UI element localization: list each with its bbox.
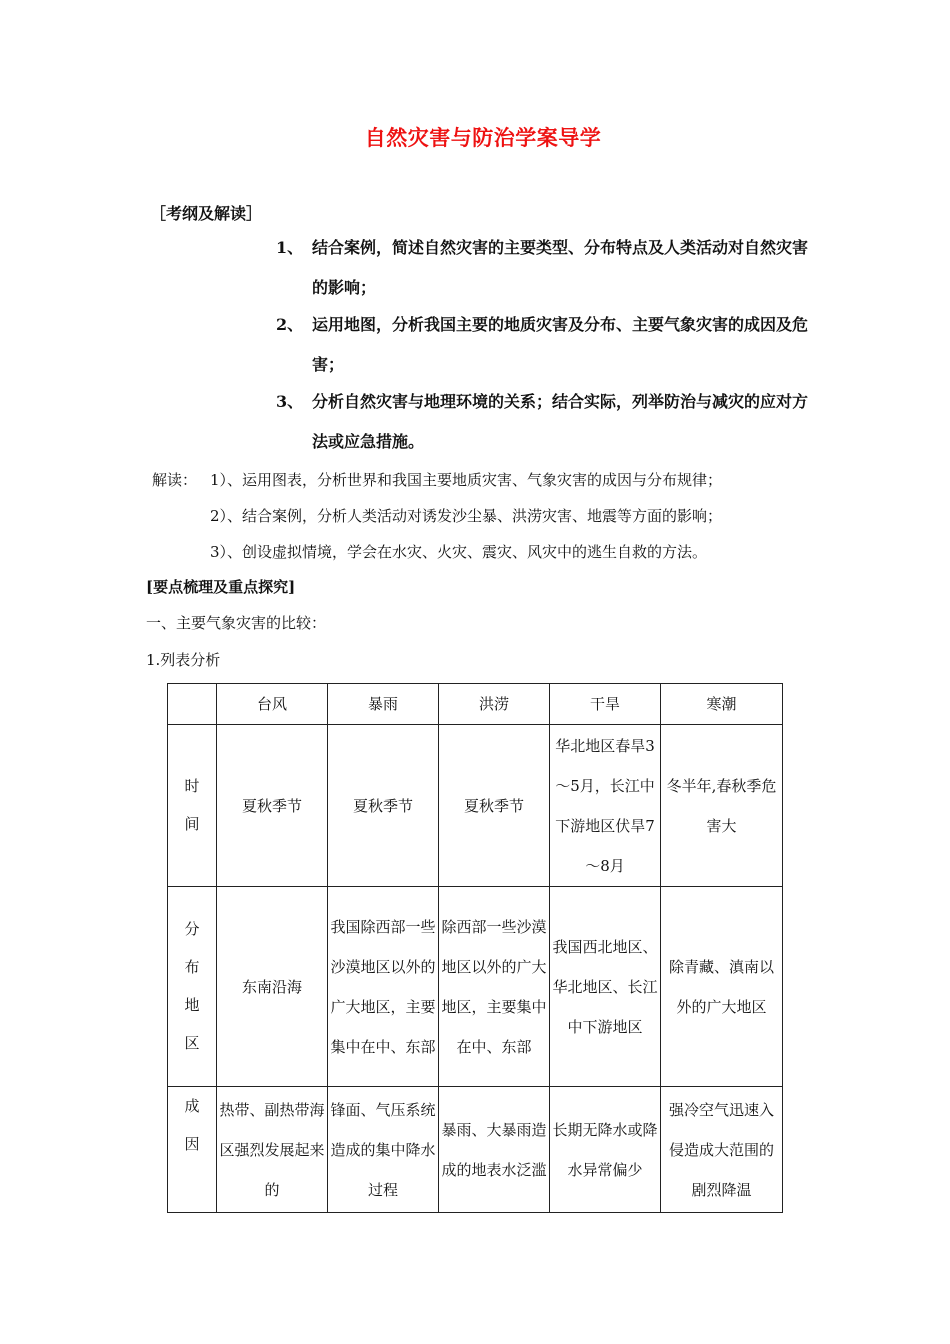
table-cell: 夏秋季节 [328, 725, 439, 887]
subsection-title: 一、主要气象灾害的比较： [146, 614, 327, 632]
table-cell: 华北地区春旱3～5月，长江中下游地区伏旱7～8月 [550, 725, 661, 887]
table-header-cell: 寒潮 [661, 684, 783, 725]
table-header-cell: 台风 [217, 684, 328, 725]
objective-text: 结合案例，简述自然灾害的主要类型、分布特点及人类活动对自然灾害的影响； [312, 238, 809, 297]
table-header-cell: 暴雨 [328, 684, 439, 725]
syllabus-heading: ［考纲及解读］ [150, 204, 263, 223]
table-cell: 我国西北地区、华北地区、长江中下游地区 [550, 887, 661, 1087]
interpretation-1: 1）、运用图表，分析世界和我国主要地质灾害、气象灾害的成因与分布规律； [210, 471, 723, 489]
table-cell: 我国除西部一些沙漠地区以外的广大地区，主要集中在中、东部 [328, 887, 439, 1087]
objective-number: 3、 [276, 392, 304, 411]
row-label: 成因 [184, 1097, 200, 1153]
objective-number: 2、 [276, 315, 304, 334]
row-label-cell [168, 887, 217, 1087]
table-cell: 热带、副热带海区强烈发展起来的 [217, 1087, 328, 1213]
objective-1 [276, 228, 816, 308]
table-row [168, 887, 783, 1087]
subsection-subtitle: 1.列表分析 [146, 651, 221, 669]
table-cell: 夏秋季节 [439, 725, 550, 887]
key-points-heading: [要点梳理及重点探究] [146, 578, 296, 596]
table-cell: 除青藏、滇南以外的广大地区 [661, 887, 783, 1087]
table-cell: 强冷空气迅速入侵造成大范围的剧烈降温 [661, 1087, 783, 1213]
table-cell: 除西部一些沙漠地区以外的广大地区，主要集中在中、东部 [439, 887, 550, 1087]
objective-text: 分析自然灾害与地理环境的关系；结合实际，列举防治与减灾的应对方法或应急措施。 [312, 392, 809, 451]
row-label: 时间 [184, 777, 200, 833]
table-cell: 冬半年,春秋季危害大 [661, 725, 783, 887]
interpretation-3: 3）、创设虚拟情境，学会在水灾、火灾、震灾、风灾中的逃生自救的方法。 [210, 543, 708, 561]
document-title: 自然灾害与防治学案导学 [364, 126, 602, 150]
table-header-cell: 洪涝 [439, 684, 550, 725]
row-label-cell [168, 725, 217, 887]
table-row [168, 1087, 783, 1213]
table-row [168, 725, 783, 887]
row-label-cell [168, 1087, 217, 1213]
table-header-cell [168, 684, 217, 725]
table-header-row [168, 684, 783, 725]
table-cell: 暴雨、大暴雨造成的地表水泛滥 [439, 1087, 550, 1213]
table-cell: 锋面、气压系统造成的集中降水过程 [328, 1087, 439, 1213]
table-cell: 夏秋季节 [217, 725, 328, 887]
interpret-label: 解读： [152, 471, 198, 489]
disaster-comparison-table [167, 683, 783, 1213]
objective-text: 运用地图，分析我国主要的地质灾害及分布、主要气象灾害的成因及危害； [312, 315, 809, 374]
objective-3 [276, 382, 816, 462]
table-header-cell: 干旱 [550, 684, 661, 725]
table-cell: 长期无降水或降水异常偏少 [550, 1087, 661, 1213]
interpretation-2: 2）、结合案例，分析人类活动对诱发沙尘暴、洪涝灾害、地震等方面的影响； [210, 507, 723, 525]
table-cell: 东南沿海 [217, 887, 328, 1087]
row-label: 分布地区 [184, 920, 200, 1052]
objective-number: 1、 [276, 238, 304, 257]
objective-2 [276, 305, 816, 385]
